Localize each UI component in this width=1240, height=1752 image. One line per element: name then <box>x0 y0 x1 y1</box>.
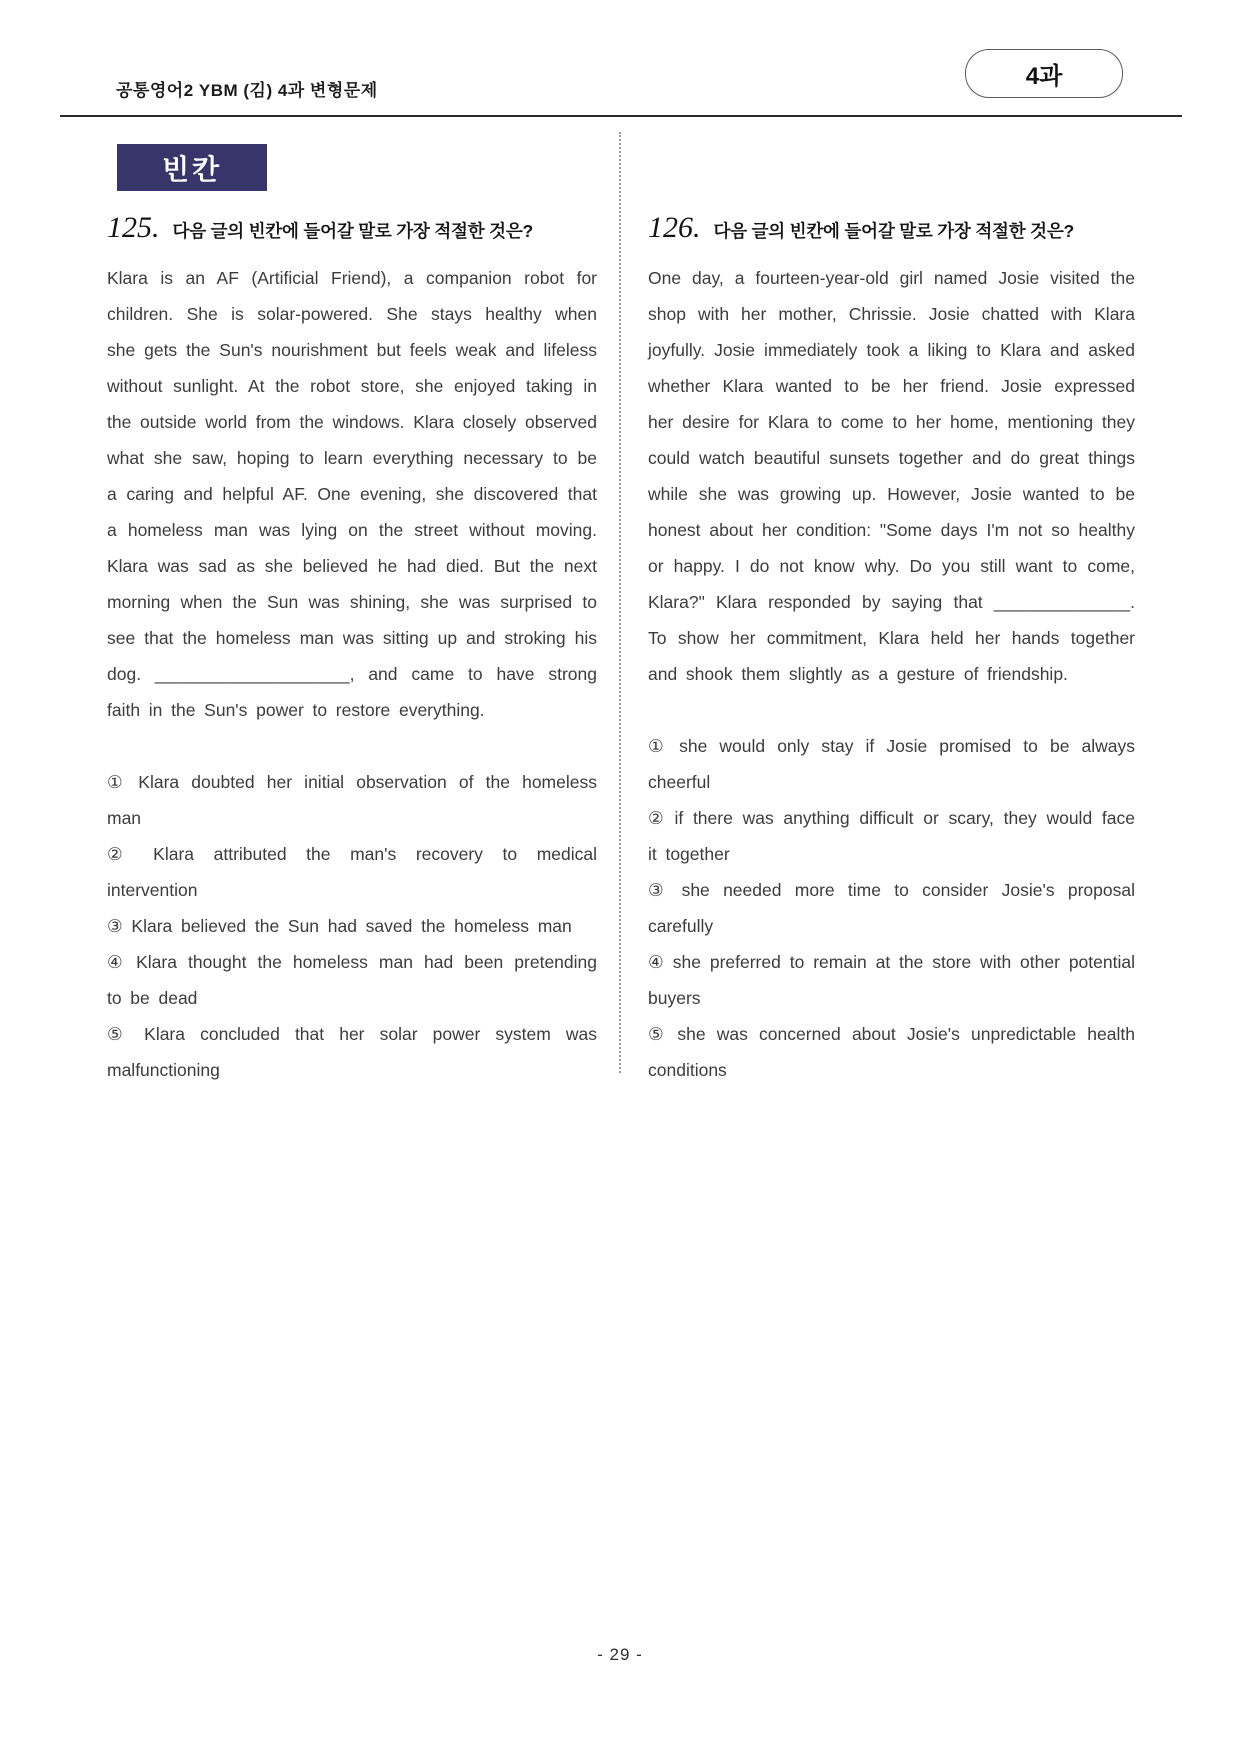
choice-126-2: ② if there was anything difficult or scary, they would face it together <box>648 808 1135 864</box>
choice-125-4: ④ Klara thought the homeless man had been pretending to be dead <box>107 952 597 1008</box>
question-125-prompt: 다음 글의 빈칸에 들어갈 말로 가장 적절한 것은? <box>172 221 534 241</box>
header-rule-divider <box>60 115 1182 117</box>
section-label-text: 빈칸 <box>161 153 223 185</box>
document-title: 공통영어2 YBM (김) 4과 변형문제 <box>116 81 378 100</box>
question-126-choices <box>648 728 1135 1088</box>
unit-badge-label: 4과 <box>1025 63 1063 90</box>
question-125-block <box>107 208 597 1088</box>
choice-126-1: ① she would only stay if Josie promised to be always cheerful <box>648 736 1135 792</box>
unit-badge <box>965 49 1123 98</box>
choice-125-2: ② Klara attributed the man's recovery to medical intervention <box>107 844 597 900</box>
question-125-passage: Klara is an AF (Artificial Friend), a companion robot for children. She is solar-powered. She stays healthy when she gets the Sun's nourishment but feels weak and lifeless without sunlight. At the robot store, she enjoyed taking in the outside world from the windows. Klara closely observed what she saw, hoping to learn everything necessary to be a caring and helpful AF. One evening, she discovered that a homeless man was lying on the street without moving. Klara was sad as she believed he had died. But the next morning when the Sun was shining, she was surprised to see that the homeless man was sitting up and stroking his dog. ____________________, and came to have strong faith in the Sun's power to restore everything. <box>107 268 597 720</box>
choice-125-5: ⑤ Klara concluded that her solar power system was malfunctioning <box>107 1024 597 1080</box>
choice-125-1: ① Klara doubted her initial observation of the homeless man <box>107 772 597 828</box>
question-columns <box>107 208 1135 1088</box>
question-125-choices <box>107 764 597 1088</box>
section-label-blank-type <box>117 144 267 191</box>
choice-126-4: ④ she preferred to remain at the store with other potential buyers <box>648 952 1135 1008</box>
choice-126-3: ③ she needed more time to consider Josie's proposal carefully <box>648 880 1135 936</box>
question-126-passage: One day, a fourteen-year-old girl named Josie visited the shop with her mother, Chrissie. Josie chatted with Klara joyfully. Josie immediately took a liking to Klara and asked whether Klara wanted to be her friend. Josie expressed her desire for Klara to come to her home, mentioning they could watch beautiful sunsets together and do great things while she was growing up. However, Josie wanted to be honest about her condition: "Some days I'm not so healthy or happy. I do not know why. Do you still want to come, Klara?" Klara responded by saying that ______________. To show her commitment, Klara held her hands together and shook them slightly as a gesture of friendship. <box>648 268 1135 684</box>
choice-126-5: ⑤ she was concerned about Josie's unpredictable health conditions <box>648 1024 1135 1080</box>
choice-125-3: ③ Klara believed the Sun had saved the homeless man <box>107 916 572 936</box>
question-126-prompt: 다음 글의 빈칸에 들어갈 말로 가장 적절한 것은? <box>713 221 1075 241</box>
question-126-number: 126. <box>648 211 701 244</box>
question-126-block <box>648 208 1135 1088</box>
page-number: - 29 - <box>597 1645 643 1664</box>
question-125-number: 125. <box>107 211 160 244</box>
question-126-title <box>648 208 1135 251</box>
question-125-title <box>107 208 597 251</box>
